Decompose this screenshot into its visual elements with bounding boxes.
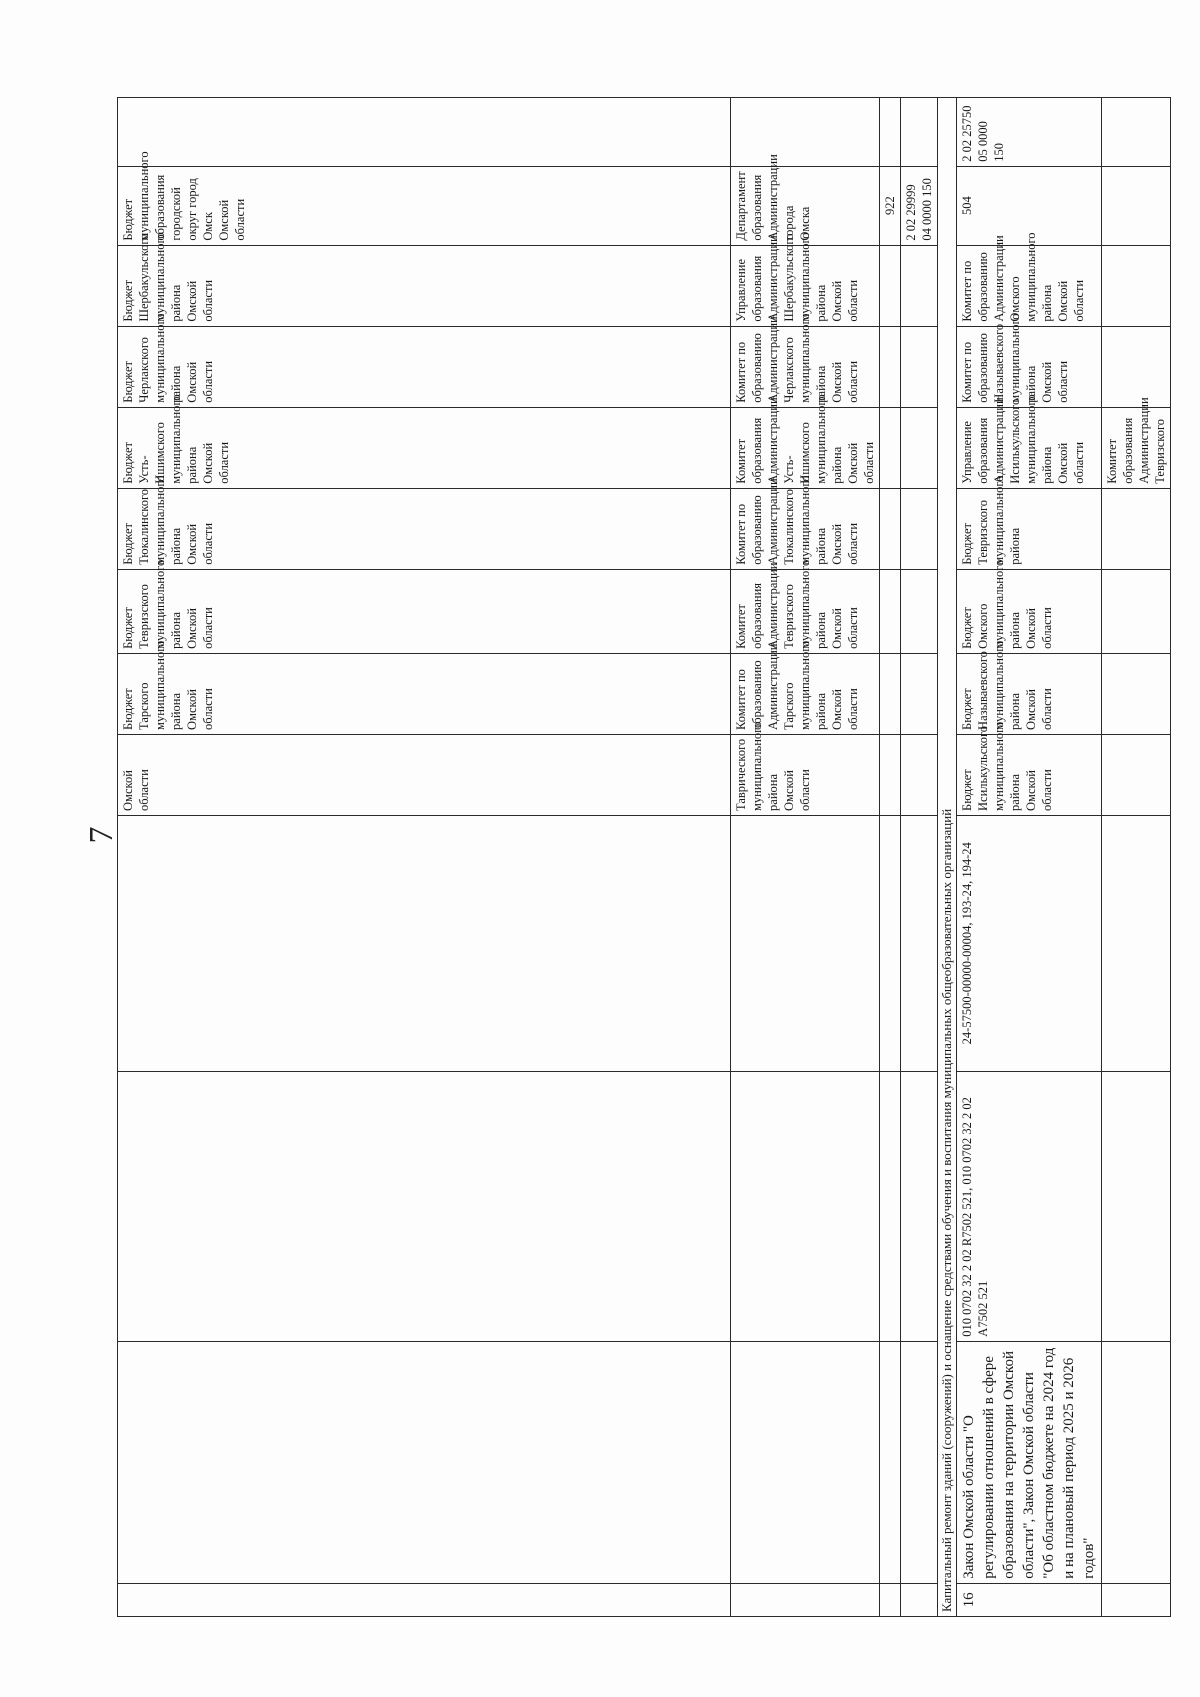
empty-cell [880, 1583, 901, 1616]
empty-cell [1102, 1583, 1171, 1616]
section-title: Капитальный ремонт зданий (сооружений) и оснащение средствами обучения и воспитания муниципальных общеобразовательных организаций [938, 98, 957, 1617]
admin-cell: Комитет по образованию Администрации Омского муниципального района Омской области [957, 245, 1102, 326]
budget-cell: Бюджет Тевризского муниципального района [957, 488, 1102, 569]
empty-cell [118, 1583, 731, 1616]
admin-cell: Комитет образования Администрации Тевризского [1102, 407, 1171, 488]
budget-cell: Бюджет Черлакского муниципального района Омской области [118, 326, 731, 407]
admin-cell: Управление образования Администрации Шербакульского муниципального района Омской области [731, 245, 880, 326]
empty-cell [1102, 488, 1171, 569]
budget-cell: Бюджет Тарского муниципального района Омской области [118, 653, 731, 734]
budget-cell: Омской области [118, 734, 731, 815]
empty-cell [880, 326, 901, 407]
empty-cell [1102, 653, 1171, 734]
admin-cell: Комитет по образованию Администрации Тюкалинского муниципального района Омской области [731, 488, 880, 569]
empty-cell [901, 653, 938, 734]
empty-cell [1102, 326, 1171, 407]
subsidy-table [117, 97, 1171, 1617]
item-16-row [957, 98, 1102, 1617]
top-admin-row [731, 98, 880, 1617]
empty-cell [880, 815, 901, 1071]
admin-cell: Комитет по образованию Называевского муниципального района Омской области [957, 326, 1102, 407]
empty-cell [118, 1071, 731, 1341]
admin-cell: Комитет по образованию Администрации Черлакского муниципального района Омской области [731, 326, 880, 407]
empty-cell [901, 488, 938, 569]
empty-cell [1102, 166, 1171, 245]
admin-code-cell: 504 [957, 166, 1102, 245]
page-number: 7 [83, 826, 120, 844]
empty-cell [901, 569, 938, 653]
section-title-row [938, 98, 957, 1617]
empty-cell [880, 488, 901, 569]
reg-number-cell: 24-57500-00000-00004, 193-24, 194-24 [957, 815, 1102, 1071]
budget-cell: Бюджет Тюкалинского муниципального района Омской области [118, 488, 731, 569]
empty-cell [1102, 1341, 1171, 1583]
empty-cell [880, 734, 901, 815]
empty-cell [731, 1341, 880, 1583]
admin-cell: Комитет по образованию Администрации Тарского муниципального района Омской области [731, 653, 880, 734]
item-number: 16 [957, 1583, 1102, 1616]
budget-cell: Бюджет Усть-Ишимского муниципального района Омской области [118, 407, 731, 488]
admin-cell: Комитет образования Администрации Тевризского муниципального района Омской области [731, 569, 880, 653]
kbk-income-cell: 2 02 29999 04 0000 150 [901, 166, 938, 245]
empty-cell [880, 245, 901, 326]
top-block-row [118, 98, 731, 1617]
admin-cell: Департамент образования Администрации города Омска [731, 166, 880, 245]
empty-cell [880, 407, 901, 488]
top-code-row [880, 98, 901, 1617]
empty-cell [1102, 569, 1171, 653]
empty-cell [118, 815, 731, 1071]
empty-cell [731, 1583, 880, 1616]
budget-cell: Бюджет Тевризского муниципального района Омской области [118, 569, 731, 653]
empty-cell [1102, 245, 1171, 326]
empty-cell [880, 1071, 901, 1341]
empty-cell [731, 815, 880, 1071]
rotated-table-sheet [117, 97, 1167, 1617]
empty-cell [901, 98, 938, 167]
empty-cell [880, 569, 901, 653]
empty-cell [1102, 815, 1171, 1071]
empty-cell [731, 1071, 880, 1341]
empty-cell [901, 1341, 938, 1583]
empty-cell [901, 326, 938, 407]
kbk-income-cell: 2 02 25750 05 0000 150 [957, 98, 1102, 167]
admin-cell: Таврического муниципального района Омской области [731, 734, 880, 815]
empty-cell [880, 653, 901, 734]
budget-cell: Бюджет Шербакульского муниципального района Омской области [118, 245, 731, 326]
budget-cell: Бюджет Исилькульского муниципального района Омской области [957, 734, 1102, 815]
empty-cell [880, 1341, 901, 1583]
empty-cell [880, 98, 901, 167]
empty-cell [901, 734, 938, 815]
admin-cell: Управление образования Администрации Исилькульского муниципального района Омской области [957, 407, 1102, 488]
empty-cell [901, 1071, 938, 1341]
budget-cell: Бюджет Называевского муниципального района Омской области [957, 653, 1102, 734]
item-16-tail-row [1102, 98, 1171, 1617]
empty-cell [901, 815, 938, 1071]
admin-cell: Комитет образования Администрации Усть-Ишимского муниципального района Омской области [731, 407, 880, 488]
kbk-expense-cell: 010 0702 32 2 02 R7502 521, 010 0702 32 2 02 A7502 521 [957, 1071, 1102, 1341]
empty-cell [118, 98, 731, 167]
empty-cell [901, 407, 938, 488]
empty-cell [118, 1341, 731, 1583]
empty-cell [1102, 1071, 1171, 1341]
budget-cell: Бюджет Омского муниципального района Омской области [957, 569, 1102, 653]
empty-cell [731, 98, 880, 167]
empty-cell [1102, 734, 1171, 815]
law-cell: Закон Омской области "О регулировании отношений в сфере образования на территории Омской области", Закон Омской области "Об областном бюджете на 2024 год и на плановый период 2025 и 2026 годов" [957, 1341, 1102, 1583]
top-kbk-row [901, 98, 938, 1617]
empty-cell [1102, 98, 1171, 167]
empty-cell [901, 245, 938, 326]
admin-code-cell: 922 [880, 166, 901, 245]
budget-cell: Бюджет муниципального образования городской округ город Омск Омской области [118, 166, 731, 245]
empty-cell [901, 1583, 938, 1616]
